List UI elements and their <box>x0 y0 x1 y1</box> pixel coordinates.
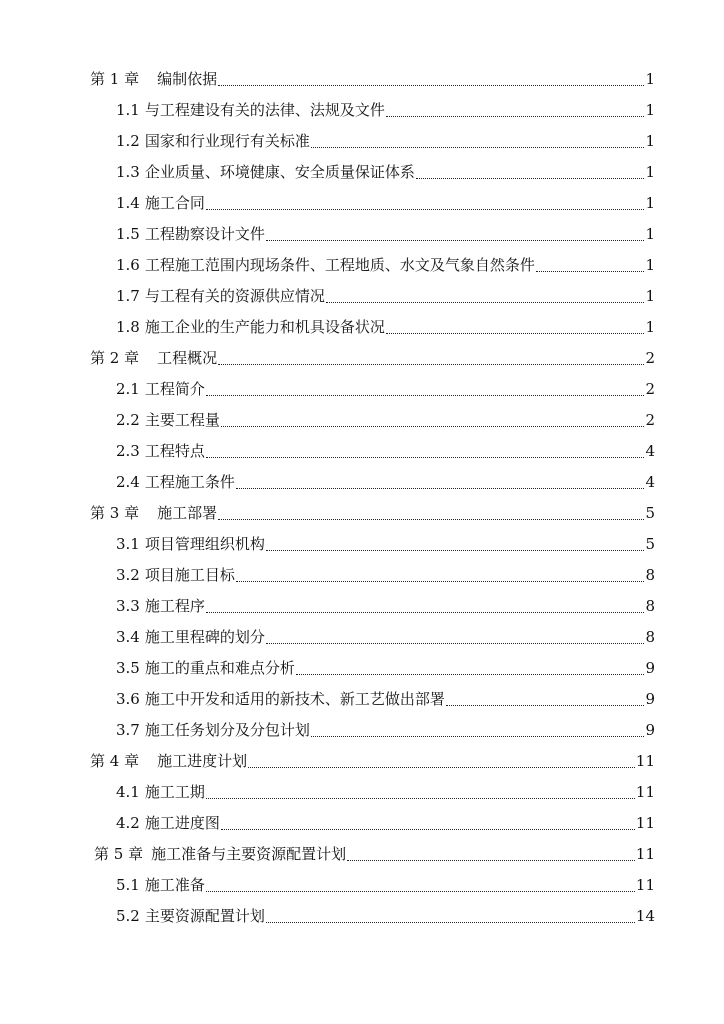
entry-number: 1.5 <box>116 225 140 243</box>
entry-page-number: 11 <box>635 845 655 863</box>
entry-number: 第 1 章 <box>90 70 140 88</box>
dot-leader <box>311 736 645 737</box>
toc-section-entry[interactable] <box>0 560 724 591</box>
entry-number: 1.1 <box>116 101 140 119</box>
entry-title: 工程简介 <box>144 380 205 398</box>
entry-number: 3.5 <box>116 659 140 677</box>
entry-page-number: 8 <box>645 628 655 646</box>
dot-leader <box>206 891 635 892</box>
dot-leader <box>218 519 644 520</box>
toc-section-entry[interactable] <box>0 653 724 684</box>
entry-number: 2.2 <box>116 411 140 429</box>
entry-page-number: 1 <box>645 70 655 88</box>
toc-section-entry[interactable] <box>0 436 724 467</box>
entry-number: 第 5 章 <box>94 845 144 863</box>
entry-title: 项目管理组织机构 <box>144 535 265 553</box>
toc-chapter-entry[interactable] <box>0 839 724 870</box>
entry-title: 编制依据 <box>157 70 218 88</box>
entry-number: 1.4 <box>116 194 140 212</box>
dot-leader <box>206 457 645 458</box>
dot-leader <box>416 178 645 179</box>
entry-title: 施工进度图 <box>144 814 220 832</box>
entry-title: 施工部署 <box>157 504 218 522</box>
entry-number: 1.6 <box>116 256 140 274</box>
dot-leader <box>386 333 645 334</box>
entry-title: 工程施工范围内现场条件、工程地质、水文及气象自然条件 <box>144 256 535 274</box>
entry-page-number: 1 <box>645 225 655 243</box>
entry-page-number: 4 <box>645 442 655 460</box>
entry-page-number: 5 <box>645 535 655 553</box>
toc-section-entry[interactable] <box>0 901 724 932</box>
entry-number: 1.7 <box>116 287 140 305</box>
toc-section-entry[interactable] <box>0 591 724 622</box>
entry-number: 2.1 <box>116 380 140 398</box>
entry-number: 第 4 章 <box>90 752 140 770</box>
toc-chapter-entry[interactable] <box>0 746 724 777</box>
entry-number: 4.1 <box>116 783 140 801</box>
entry-number: 1.3 <box>116 163 140 181</box>
dot-leader <box>206 209 645 210</box>
entry-title: 工程勘察设计文件 <box>144 225 265 243</box>
entry-page-number: 14 <box>635 907 655 925</box>
entry-title: 施工中开发和适用的新技术、新工艺做出部署 <box>144 690 445 708</box>
dot-leader <box>218 364 644 365</box>
entry-page-number: 4 <box>645 473 655 491</box>
dot-leader <box>266 922 635 923</box>
entry-page-number: 1 <box>645 256 655 274</box>
entry-title: 施工进度计划 <box>157 752 248 770</box>
entry-title: 与工程建设有关的法律、法规及文件 <box>144 101 385 119</box>
entry-title: 工程施工条件 <box>144 473 235 491</box>
entry-number: 3.7 <box>116 721 140 739</box>
toc-section-entry[interactable] <box>0 157 724 188</box>
entry-number: 第 2 章 <box>90 349 140 367</box>
toc-section-entry[interactable] <box>0 95 724 126</box>
entry-number: 5.2 <box>116 907 140 925</box>
toc-section-entry[interactable] <box>0 684 724 715</box>
entry-page-number: 11 <box>635 752 655 770</box>
toc-section-entry[interactable] <box>0 405 724 436</box>
toc-section-entry[interactable] <box>0 467 724 498</box>
entry-title: 主要工程量 <box>144 411 220 429</box>
dot-leader <box>206 798 635 799</box>
dot-leader <box>386 116 645 117</box>
dot-leader <box>296 674 645 675</box>
dot-leader <box>206 612 645 613</box>
entry-page-number: 11 <box>635 783 655 801</box>
entry-title: 项目施工目标 <box>144 566 235 584</box>
entry-title: 施工的重点和难点分析 <box>144 659 295 677</box>
entry-page-number: 1 <box>645 194 655 212</box>
toc-chapter-entry[interactable] <box>0 64 724 95</box>
entry-number: 2.4 <box>116 473 140 491</box>
table-of-contents <box>0 64 724 932</box>
dot-leader <box>236 581 645 582</box>
toc-section-entry[interactable] <box>0 622 724 653</box>
dot-leader <box>536 271 645 272</box>
entry-number: 1.8 <box>116 318 140 336</box>
toc-section-entry[interactable] <box>0 374 724 405</box>
entry-page-number: 9 <box>645 659 655 677</box>
toc-section-entry[interactable] <box>0 250 724 281</box>
entry-title: 主要资源配置计划 <box>144 907 265 925</box>
entry-page-number: 1 <box>645 163 655 181</box>
entry-number: 3.4 <box>116 628 140 646</box>
toc-section-entry[interactable] <box>0 312 724 343</box>
entry-page-number: 8 <box>645 566 655 584</box>
toc-section-entry[interactable] <box>0 126 724 157</box>
entry-title: 国家和行业现行有关标准 <box>144 132 310 150</box>
dot-leader <box>311 147 645 148</box>
dot-leader <box>248 767 635 768</box>
entry-page-number: 8 <box>645 597 655 615</box>
toc-list <box>0 64 724 932</box>
dot-leader <box>266 240 645 241</box>
dot-leader <box>206 395 645 396</box>
entry-page-number: 11 <box>635 876 655 894</box>
entry-title: 施工企业的生产能力和机具设备状况 <box>144 318 385 336</box>
dot-leader <box>221 426 645 427</box>
toc-section-entry[interactable] <box>0 188 724 219</box>
entry-title: 施工准备 <box>144 876 205 894</box>
entry-page-number: 2 <box>645 349 655 367</box>
entry-title: 施工里程碑的划分 <box>144 628 265 646</box>
toc-section-entry[interactable] <box>0 219 724 250</box>
entry-title: 施工准备与主要资源配置计划 <box>151 845 347 863</box>
entry-number: 3.1 <box>116 535 140 553</box>
entry-page-number: 2 <box>645 411 655 429</box>
entry-title: 施工工期 <box>144 783 205 801</box>
entry-title: 施工程序 <box>144 597 205 615</box>
entry-title: 施工任务划分及分包计划 <box>144 721 310 739</box>
dot-leader <box>446 705 645 706</box>
entry-title: 施工合同 <box>144 194 205 212</box>
entry-number: 3.2 <box>116 566 140 584</box>
dot-leader <box>326 302 645 303</box>
dot-leader <box>347 860 635 861</box>
entry-title: 工程概况 <box>157 349 218 367</box>
entry-page-number: 2 <box>645 380 655 398</box>
entry-page-number: 1 <box>645 132 655 150</box>
toc-chapter-entry[interactable] <box>0 498 724 529</box>
toc-section-entry[interactable] <box>0 777 724 808</box>
toc-section-entry[interactable] <box>0 808 724 839</box>
entry-page-number: 11 <box>635 814 655 832</box>
entry-title: 与工程有关的资源供应情况 <box>144 287 325 305</box>
entry-page-number: 1 <box>645 101 655 119</box>
dot-leader <box>218 85 644 86</box>
entry-number: 1.2 <box>116 132 140 150</box>
toc-section-entry[interactable] <box>0 715 724 746</box>
dot-leader <box>266 643 645 644</box>
toc-section-entry[interactable] <box>0 281 724 312</box>
entry-number: 3.6 <box>116 690 140 708</box>
dot-leader <box>236 488 645 489</box>
entry-page-number: 1 <box>645 287 655 305</box>
toc-chapter-entry[interactable] <box>0 343 724 374</box>
dot-leader <box>221 829 635 830</box>
entry-page-number: 9 <box>645 690 655 708</box>
toc-section-entry[interactable] <box>0 529 724 560</box>
entry-title: 企业质量、环境健康、安全质量保证体系 <box>144 163 415 181</box>
entry-number: 2.3 <box>116 442 140 460</box>
entry-number: 第 3 章 <box>90 504 140 522</box>
toc-section-entry[interactable] <box>0 870 724 901</box>
dot-leader <box>266 550 645 551</box>
entry-page-number: 9 <box>645 721 655 739</box>
entry-page-number: 5 <box>645 504 655 522</box>
entry-number: 5.1 <box>116 876 140 894</box>
entry-page-number: 1 <box>645 318 655 336</box>
entry-number: 3.3 <box>116 597 140 615</box>
entry-number: 4.2 <box>116 814 140 832</box>
entry-title: 工程特点 <box>144 442 205 460</box>
